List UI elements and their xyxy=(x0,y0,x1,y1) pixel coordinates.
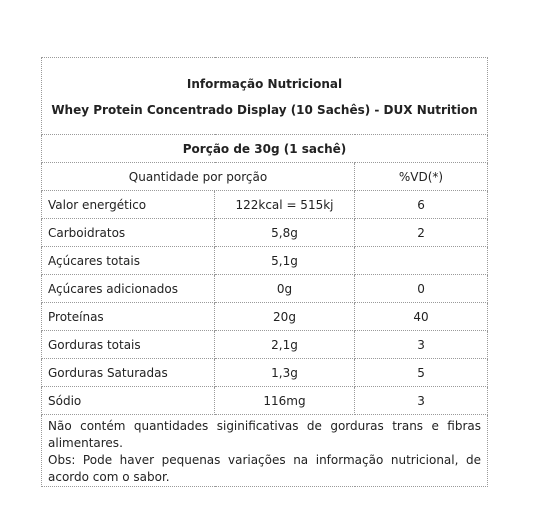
nutrient-vd: 3 xyxy=(355,387,488,415)
nutrient-vd: 0 xyxy=(355,275,488,303)
product-name: Whey Protein Concentrado Display (10 Sachês) - DUX Nutrition xyxy=(51,103,478,117)
table-row xyxy=(42,191,488,219)
nutrient-amount: 116mg xyxy=(215,387,355,415)
table-row xyxy=(42,331,488,359)
quantity-header: Quantidade por porção xyxy=(42,163,355,191)
nutrient-amount: 0g xyxy=(215,275,355,303)
column-header-row xyxy=(42,163,488,191)
nutrient-vd: 40 xyxy=(355,303,488,331)
nutrient-vd: 2 xyxy=(355,219,488,247)
nutrient-vd: 6 xyxy=(355,191,488,219)
nutrient-name: Gorduras totais xyxy=(42,331,215,359)
table-row xyxy=(42,359,488,387)
nutrient-name: Açúcares adicionados xyxy=(42,275,215,303)
nutrient-name: Sódio xyxy=(42,387,215,415)
portion-size: Porção de 30g (1 sachê) xyxy=(42,135,488,163)
footer-row xyxy=(42,415,488,487)
footnote-variation: Obs: Pode haver pequenas variações na informação nutricional, de acordo com o sabor. xyxy=(48,453,482,484)
nutrient-vd xyxy=(355,247,488,275)
footer-notes xyxy=(42,415,488,487)
nutrient-vd: 3 xyxy=(355,331,488,359)
nutrient-amount: 5,8g xyxy=(215,219,355,247)
nutrition-facts-table xyxy=(41,57,488,487)
nutrient-amount: 1,3g xyxy=(215,359,355,387)
nutrition-table-container xyxy=(41,57,487,484)
nutrition-title: Informação Nutricional xyxy=(186,77,343,91)
nutrient-name: Gorduras Saturadas xyxy=(42,359,215,387)
table-title-row xyxy=(42,58,488,135)
table-row xyxy=(42,387,488,415)
nutrient-amount: 5,1g xyxy=(215,247,355,275)
nutrient-amount: 122kcal = 515kj xyxy=(215,191,355,219)
nutrient-name: Valor energético xyxy=(42,191,215,219)
table-row xyxy=(42,247,488,275)
nutrient-amount: 20g xyxy=(215,303,355,331)
table-row xyxy=(42,219,488,247)
nutrient-name: Proteínas xyxy=(42,303,215,331)
nutrient-amount: 2,1g xyxy=(215,331,355,359)
nutrient-name: Açúcares totais xyxy=(42,247,215,275)
footnote-trans-fat: Não contém quantidades siginificativas de gorduras trans e fibras alimentares. xyxy=(48,419,482,450)
nutrient-name: Carboidratos xyxy=(42,219,215,247)
nutrient-vd: 5 xyxy=(355,359,488,387)
table-row xyxy=(42,303,488,331)
table-title-cell xyxy=(42,58,488,135)
portion-row xyxy=(42,135,488,163)
vd-header: %VD(*) xyxy=(355,163,488,191)
table-row xyxy=(42,275,488,303)
